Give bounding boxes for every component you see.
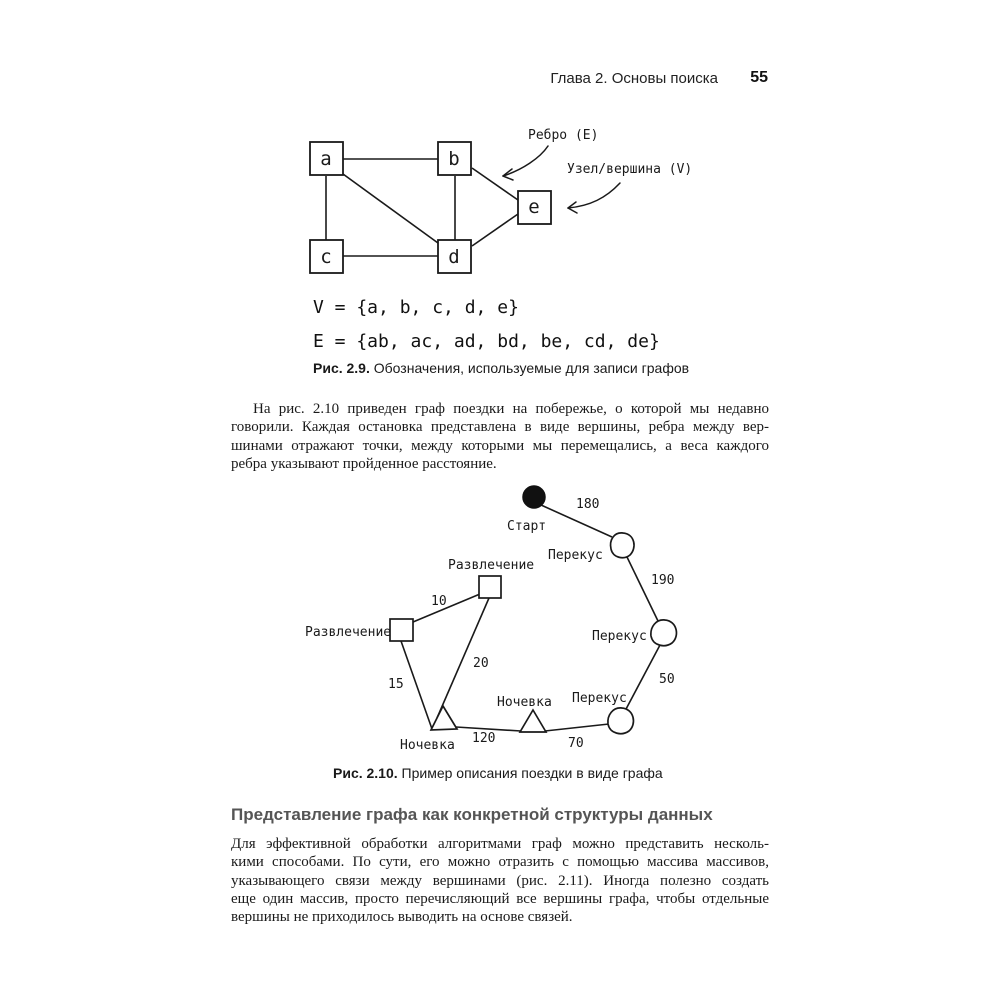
start-label: Старт (507, 519, 547, 534)
paragraph-2-line: вершины не приходилось выводить на основе связей. (231, 909, 573, 926)
weight-label: 50 (659, 672, 675, 687)
night-node-2 (520, 710, 546, 732)
paragraph-2-line: указывающего связи между вершинами (рис. 2.11). Иногда полезно создать (231, 872, 769, 889)
edge-night1-fun2 (401, 641, 432, 729)
start-node (523, 486, 545, 508)
node-c-label: c (320, 246, 332, 268)
paragraph-2 (231, 835, 769, 926)
weight-label: 10 (431, 594, 447, 609)
edge-snack1-snack2 (627, 557, 658, 621)
weight-label: 70 (568, 736, 584, 751)
vertex-annotation: Узел/вершина (V) (567, 162, 693, 177)
figure-2-10-caption (333, 765, 663, 781)
paragraph-1-line: На рис. 2.10 приведен граф поездки на побережье, о которой мы недавно (253, 401, 769, 417)
section-heading: Представление графа как конкретной структуры данных (231, 805, 713, 824)
weight-label: 180 (576, 497, 600, 512)
page-number: 55 (750, 69, 768, 86)
weight-label: 15 (388, 677, 404, 692)
chapter-title: Глава 2. Основы поиска (550, 70, 718, 87)
figure-2-10-caption-text: Пример описания поездки в виде графа (397, 765, 663, 781)
edge-ad (343, 174, 438, 243)
paragraph-1-line: ребра указывают пройденное расстояние. (231, 455, 497, 472)
paragraph-2-line: еще один массив, просто перечисляющий все вершины графа, чтобы отдельные (231, 890, 769, 907)
vertex-arrow (568, 183, 620, 208)
fun-node-1 (479, 576, 501, 598)
edge-de (472, 214, 518, 246)
edge-snack3-night2 (545, 724, 609, 731)
node-b-label: b (448, 148, 460, 170)
snack-node-3 (608, 708, 634, 734)
night-label-2: Ночевка (497, 695, 552, 710)
snack-label-1: Перекус (548, 548, 603, 563)
paragraph-1 (231, 400, 769, 473)
node-a-label: a (320, 148, 332, 170)
fun-node-2 (390, 619, 413, 641)
night-node-1 (431, 706, 457, 730)
weight-label: 120 (472, 731, 496, 746)
weight-label: 20 (473, 656, 489, 671)
formula-edges: E = {ab, ac, ad, bd, be, cd, de} (313, 331, 660, 352)
edge-annotation: Ребро (E) (528, 128, 599, 143)
snack-label-2: Перекус (592, 629, 647, 644)
figure-2-10-graph (300, 480, 700, 760)
weight-label: 190 (651, 573, 675, 588)
running-head (0, 68, 768, 90)
paragraph-1-line: говорили. Каждая остановка представлена в виде вершины, ребра между вер- (231, 419, 769, 436)
fun-label-1: Развлечение (448, 558, 535, 573)
formula-vertices: V = {a, b, c, d, e} (313, 297, 519, 318)
snack-node-1 (611, 533, 634, 558)
figure-2-9-caption-label: Рис. 2.9. (313, 360, 370, 376)
edge-snack2-snack3 (625, 645, 660, 711)
snack-node-2 (651, 620, 677, 646)
snack-label-3: Перекус (572, 691, 627, 706)
node-e-label: e (528, 196, 540, 218)
paragraph-2-line: Для эффективной обработки алгоритмами граф можно представить несколь- (231, 836, 769, 852)
figure-2-9-caption-text: Обозначения, используемые для записи графов (369, 360, 690, 376)
figure-2-9-graph (300, 115, 720, 285)
paragraph-1-line: шинами отражают точки, между которыми мы перемещались, а веса каждого (231, 437, 769, 454)
figure-2-9-caption (313, 360, 689, 376)
night-label-1: Ночевка (400, 738, 455, 753)
paragraph-2-line: кими способами. По сути, его можно отразить с помощью массива массивов, (231, 854, 769, 871)
node-d-label: d (448, 246, 460, 268)
figure-2-10-caption-label: Рис. 2.10. (333, 765, 398, 781)
fun-label-2: Развлечение (305, 625, 392, 640)
